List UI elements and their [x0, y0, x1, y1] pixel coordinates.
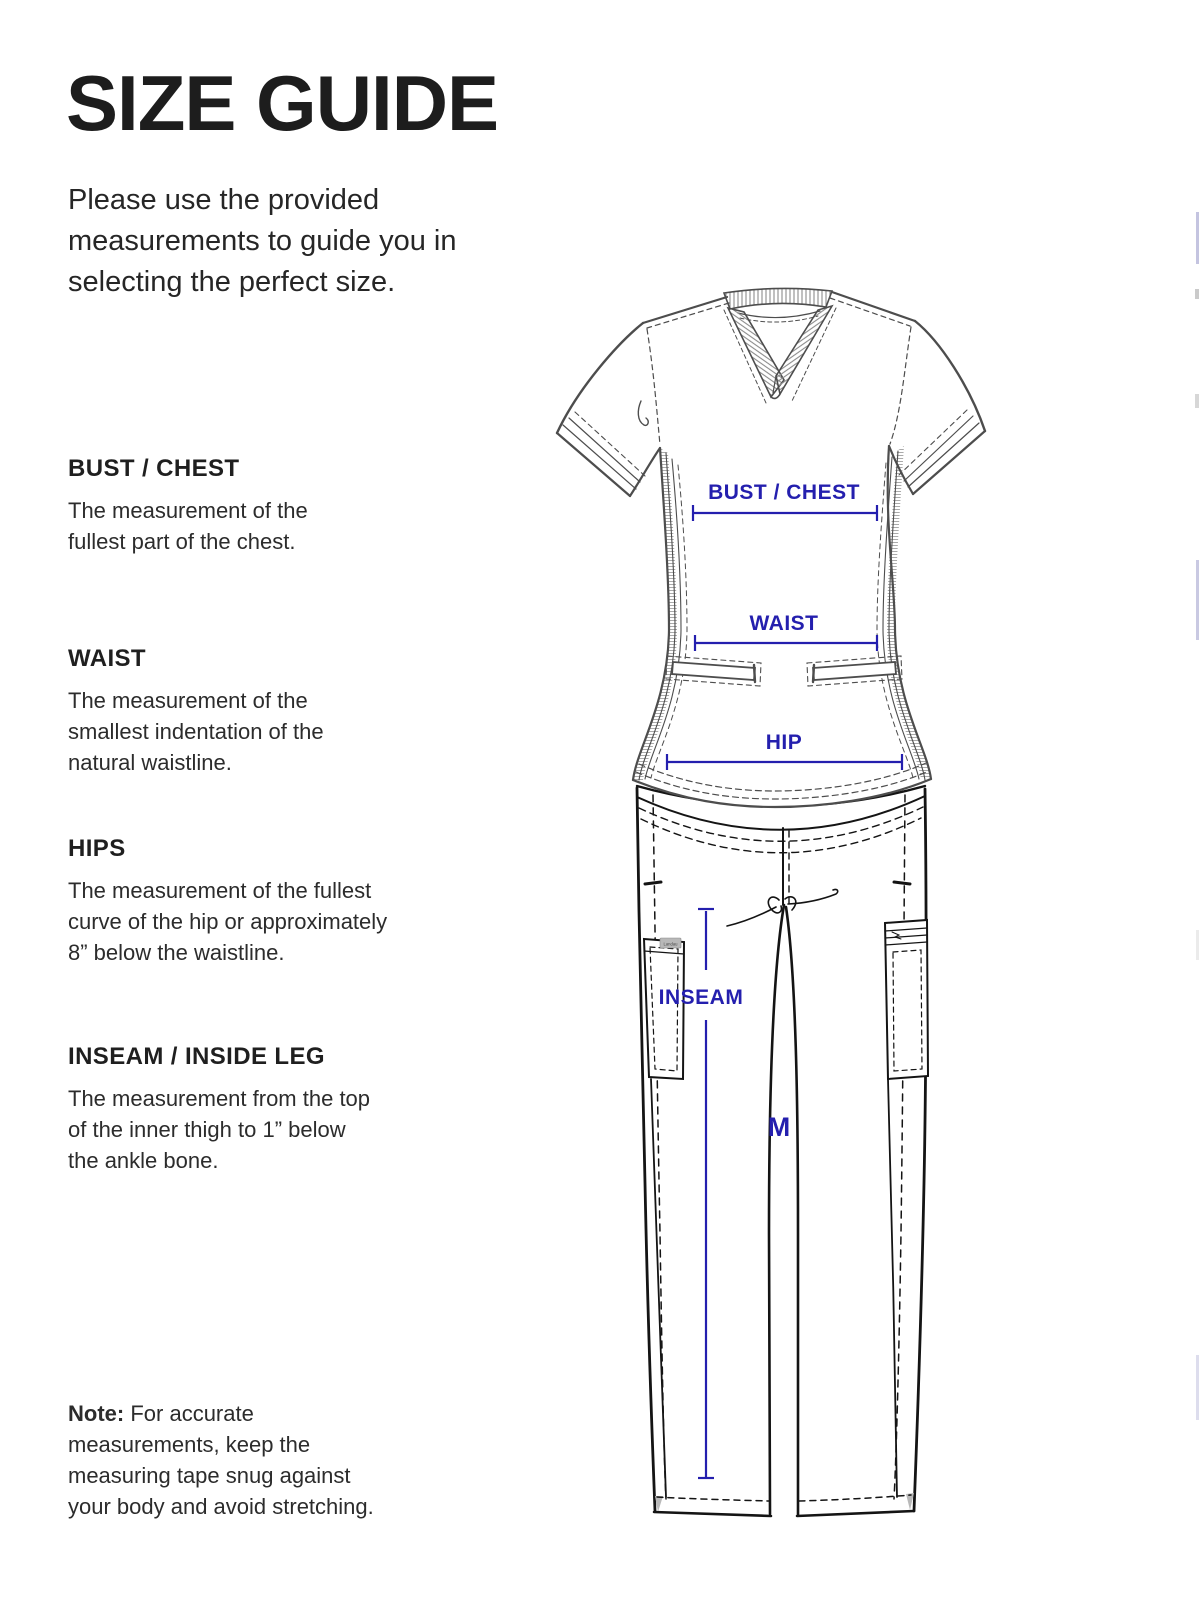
section-body-line: The measurement of the fullest [68, 878, 372, 903]
section-body-line: smallest indentation of the [68, 719, 324, 744]
section-body-line: The measurement from the top [68, 1086, 371, 1111]
section-body-line: The measurement of the [68, 498, 308, 523]
section-heading: WAIST [68, 645, 146, 672]
note-line: measurements, keep the [68, 1432, 311, 1457]
pocket-brand-tag: Landau [663, 941, 678, 947]
scrub-top-illustration [557, 288, 985, 807]
note-text [68, 1398, 374, 1522]
section-body-line: natural waistline. [68, 750, 232, 775]
section-heading: HIPS [68, 835, 126, 862]
section-body-line: the ankle bone. [68, 1148, 219, 1173]
note-line: Note: For accurate [68, 1401, 254, 1426]
section-body-line: curve of the hip or approximately [68, 909, 388, 934]
page-title: SIZE GUIDE [66, 59, 499, 147]
section-bust-chest [68, 455, 308, 557]
waist-label: WAIST [749, 612, 819, 635]
intro-text [68, 180, 457, 303]
right-cargo-pocket [885, 920, 928, 1079]
inseam-label: INSEAM [658, 986, 744, 1009]
section-heading: BUST / CHEST [68, 455, 240, 482]
section-waist [68, 645, 324, 778]
section-body-line: of the inner thigh to 1” below [68, 1117, 346, 1142]
section-body-line: fullest part of the chest. [68, 529, 296, 554]
note-line: your body and avoid stretching. [68, 1494, 374, 1519]
section-inseam [68, 1043, 370, 1176]
intro-line: measurements to guide you in [68, 225, 457, 257]
section-body-line: The measurement of the [68, 688, 308, 713]
size-letter-label: M [767, 1112, 791, 1142]
bust-label: BUST / CHEST [708, 481, 860, 504]
intro-line: selecting the perfect size. [68, 266, 396, 298]
note-line: measuring tape snug against [68, 1463, 351, 1488]
section-hips [68, 835, 387, 968]
pants-illustration [637, 785, 928, 1516]
garment-diagram [533, 283, 1003, 1533]
section-heading: INSEAM / INSIDE LEG [68, 1043, 325, 1070]
scrubs-illustration [533, 283, 1003, 1533]
intro-line: Please use the provided [68, 184, 380, 216]
note-label: Note: [68, 1401, 125, 1426]
section-body-line: 8” below the waistline. [68, 940, 285, 965]
hip-label: HIP [765, 731, 803, 754]
